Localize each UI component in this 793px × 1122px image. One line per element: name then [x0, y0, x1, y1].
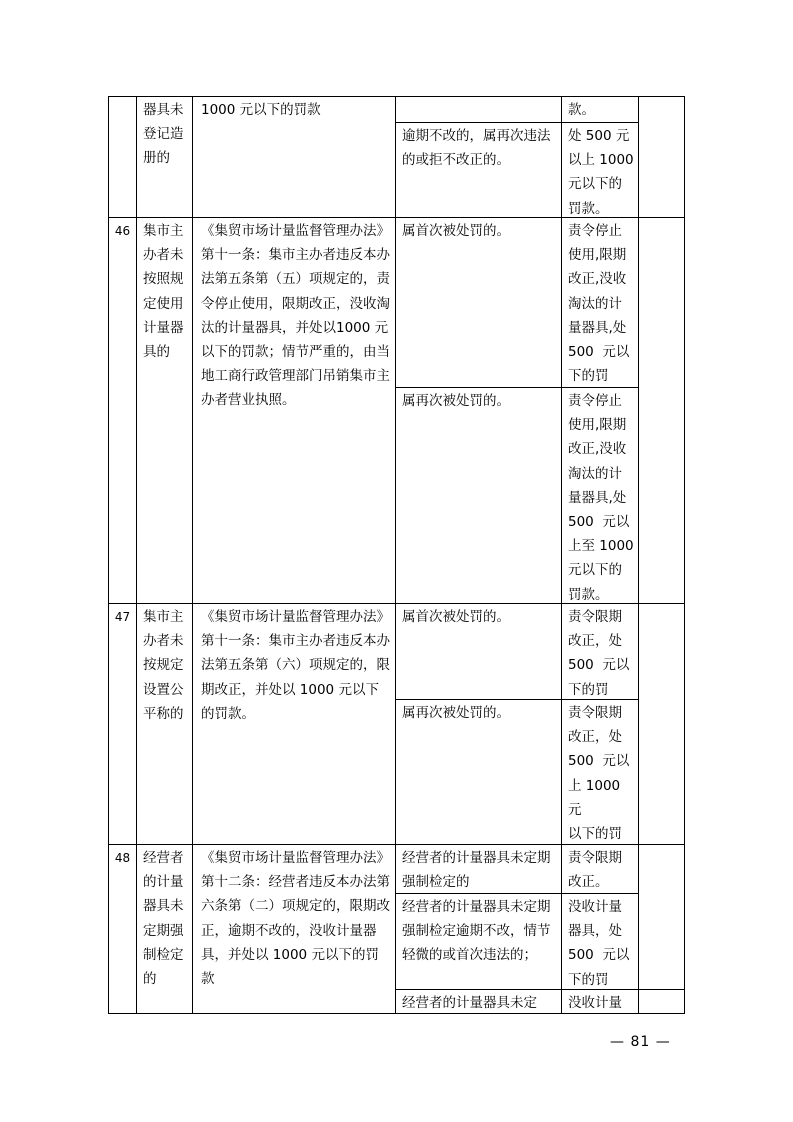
- penalty-cell: 款。: [568, 102, 595, 118]
- note-cell: [639, 218, 684, 603]
- penalty-cell: 责令停止 使用,限期 改正,没收 淘汰的计 量器具,处 500 元以 上至 1000 元以下的 罚款。: [568, 393, 634, 603]
- violation-cell: 经营者 的计量 器具未 定期强 制检定 的: [143, 850, 184, 988]
- penalty-cell: 没收计量 器具，处 500 元以 下的罚: [568, 899, 630, 988]
- table-border-bottom: [108, 1013, 685, 1014]
- violation-cell: 器具未 登记造 册的: [143, 102, 184, 167]
- legal-basis-cell: 《集贸市场计量监督管理办法》第十二条：经营者违反本办法第六条第（二）项规定的，限期改正，逾期不改的，没收计量器具，并处以 1000 元以下的罚款: [201, 850, 390, 988]
- note-cell: [639, 845, 684, 989]
- situation-cell: 属再次被处罚的。: [402, 393, 510, 409]
- situation-cell: 经营者的计量器具未定期强制检定的: [402, 850, 551, 891]
- row-number: 48: [114, 851, 131, 865]
- penalty-cell: 责令限期 改正，处 500 元以 上 1000 元 以下的罚: [568, 705, 630, 843]
- violation-cell: 集市主 办者未 按规定 设置公 平称的: [143, 609, 184, 722]
- note-cell: [639, 604, 684, 844]
- legal-basis-cell: 《集贸市场计量监督管理办法》第十一条：集市主办者违反本办法第五条第（六）项规定的，限期改正，并处以 1000 元以下的罚款。: [201, 609, 390, 722]
- situation-cell: [396, 97, 561, 122]
- situation-cell: 属首次被处罚的。: [402, 609, 510, 625]
- table-border-right: [684, 96, 685, 1014]
- legal-basis-cell: 《集贸市场计量监督管理办法》第十一条：集市主办者违反本办法第五条第（五）项规定的，责令停止使用，限期改正，没收淘汰的计量器具，并处以1000 元以下的罚款；情节严重的，由当地工商行政管理部门吊销集市主办者营业执照。: [201, 223, 390, 409]
- situation-cell: 经营者的计量器具未定期强制检定逾期不改，情节轻微的或首次违法的；: [402, 899, 551, 964]
- situation-cell: 属再次被处罚的。: [402, 705, 510, 721]
- legal-basis-cell: 1000 元以下的罚款: [201, 102, 321, 118]
- row-number: [109, 97, 136, 217]
- row-number: 47: [114, 610, 131, 624]
- penalty-cell: 责令限期 改正，处 500 元以 下的罚: [568, 609, 630, 698]
- situation-cell: 属首次被处罚的。: [402, 223, 510, 239]
- violation-cell: 集市主 办者未 按照规 定使用 计量器 具的: [143, 223, 184, 361]
- situation-cell: 经营者的计量器具未定: [402, 995, 537, 1011]
- page-number: — 81 —: [610, 1034, 671, 1050]
- penalty-cell: 处 500 元 以上 1000 元以下的 罚款。: [568, 128, 634, 217]
- penalty-cell: 责令限期 改正。: [568, 850, 622, 891]
- row-number: 46: [114, 224, 131, 238]
- note-cell: [639, 97, 684, 217]
- penalty-cell: 没收计量: [568, 995, 622, 1011]
- penalty-cell: 责令停止 使用,限期 改正,没收 淘汰的计 量器具,处 500 元以 下的罚: [568, 223, 630, 385]
- situation-cell: 逾期不改的，属再次违法的或拒不改正的。: [402, 128, 551, 169]
